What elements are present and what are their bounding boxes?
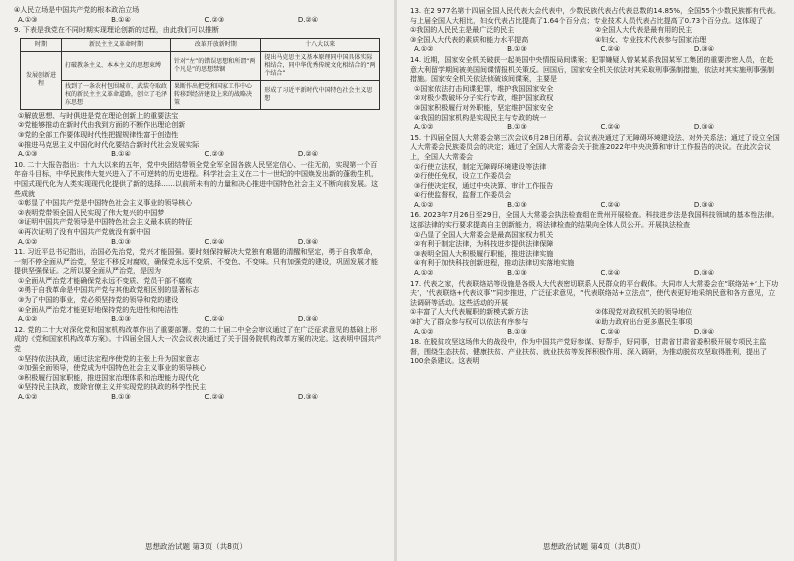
question-18 <box>410 338 780 367</box>
question-stem: 13. 在2 977名第十四届全国人民代表大会代表中，少数民族代表占代表总数的14.85%，全国55个少数民族都有代表。与上届全国人大相比，妇女代表占比提高了1.64个百分点；专业技术人员代表占比提高了0.73个百分点。这体现了 <box>410 7 780 25</box>
answer-c: C.②③ <box>204 150 225 159</box>
answer-b: B.①③ <box>507 327 527 336</box>
option: ③表明全国人大积极履行职能，推进法律实施 <box>414 249 554 258</box>
question-9 <box>14 26 382 160</box>
question-stem: 10. 二十大报告指出：十九大以来的五年，党中央团结带领全党全军全国各族人民坚定信心、一往无前，实现第一个百年奋斗目标，中华民族伟大复兴进入了不可逆转的历史进程。科学社会主义在二十一世纪的中国焕发出新的蓬勃生机，中国式现代化为人类实现现代化提供了新的选择……以前所未有的力量和决心推进中国特色社会主义不断向前发展。这些成就 <box>14 160 378 198</box>
option: ②有利于制定法律，为科技进步提供法律保障 <box>414 240 554 249</box>
answer-c: C.②④ <box>600 45 621 54</box>
answer-d: D.③④ <box>693 327 714 336</box>
answer-a: A.①② <box>18 393 38 401</box>
option: ③党的全部工作要体现时代性把握规律性富于创造性 <box>18 130 179 139</box>
answer-d: D.③④ <box>693 269 714 278</box>
question-10 <box>14 161 382 247</box>
option: ④再次证明了没有中国共产党就没有新中国 <box>18 227 151 236</box>
answer-row <box>14 16 318 26</box>
answer-row <box>410 328 714 338</box>
option: ②党能够推动在新时代由我到方面的不断作出理论创新 <box>18 121 186 130</box>
table-cell: 打破教条主义、本本主义的思想束缚 <box>62 51 171 80</box>
option: ①丰富了人大代表履职的新模式新方法 <box>410 308 529 317</box>
table-cell: 提出马克思主义基本原理同中国具体实际相结合，同中华优秀传统文化相结合的“两个结合” <box>261 51 380 80</box>
answer-b: B.①③ <box>507 123 527 132</box>
answer-a: A.①② <box>414 269 434 278</box>
question-13 <box>410 7 780 55</box>
question-stem: 16. 2023年7月26日至29日，全国人大常委会执法检查组在贵州开展检查。科技进步法是我国科技领域的基本性法律。这部法律的实行要求提高自主创新能力，将法律检查的结果向全体人员公开。开展执法检查 <box>410 211 779 230</box>
answer-c: C.②④ <box>600 123 621 132</box>
answer-c: C.②④ <box>204 393 225 401</box>
answer-c: C.②④ <box>600 327 621 336</box>
option: ④推进马克思主义中国化时代化要结合新时代社会发展实际 <box>18 140 200 149</box>
answer-a: A.①② <box>414 327 434 336</box>
table-header: 时期 <box>21 38 62 51</box>
answer-row <box>14 150 318 160</box>
page-4 <box>398 0 790 561</box>
answer-b: B.①③ <box>507 269 527 278</box>
answer-row <box>410 269 714 279</box>
option: ②表明党带领全国人民实现了伟大复兴的中国梦 <box>18 208 165 217</box>
answer-b: B.①④ <box>111 150 131 159</box>
table-header: 十八大以来 <box>261 38 380 51</box>
question-16 <box>410 211 780 278</box>
answer-b: B.①③ <box>507 200 527 209</box>
answer-b: B.①③ <box>507 45 527 54</box>
question-stem: 17. 代表之家，代表联络站等设施是各级人大代表密切联系人民群众的平台载体。大同市人大常委会在“联络站+‘上下功夫’，‘代表联络+代表议事’”同步推进，广泛征求意见，“代表联络站+立法点”，使代表更好地采纳民意和各方意见，立法调研等活动。这些活动的开展 <box>410 279 779 307</box>
option: ②行使任免权，设立工作委员会 <box>414 172 512 181</box>
option: ①行使立法权，制定无障碍环境建设等法律 <box>414 162 547 171</box>
answer-a: A.①② <box>18 237 38 246</box>
question-15 <box>410 134 780 211</box>
option: ③国家积极履行对外职能，坚定维护国家安全 <box>414 103 554 112</box>
option: ④有利于加快科技创新进程，推动法律切实落地实施 <box>414 259 575 268</box>
answer-row <box>14 315 318 325</box>
answer-a: A.①② <box>414 123 434 132</box>
answer-d: D.③④ <box>693 45 714 54</box>
option: ④全面从严治党才能更好地保持党的先进性和纯洁性 <box>18 305 179 314</box>
option-row <box>410 36 780 46</box>
page-footer: 思想政治试题 第4页（共8页） <box>543 542 645 552</box>
answer-d: D.③④ <box>297 237 318 246</box>
option: ③为了中国的事业，党必须坚持党的领导和党的建设 <box>18 296 179 305</box>
answer-a: A.①② <box>18 315 38 324</box>
question-stem: 12. 党的二十大对深化党和国家机构改革作出了重要部署。党的二十届二中全会审议通过了在广泛征求意见的基础上形成的《党和国家机构改革方案》。十四届全国人大一次会议表决通过了关于国务院机构改革方案的决定。这表明中国共产党 <box>14 325 382 354</box>
question-12 <box>14 326 382 403</box>
answer-a: A.①③ <box>18 15 38 24</box>
option: ②全国人大代表是最有用的民主 <box>595 26 693 35</box>
table-cell: 针对“左”的错误思想和所谓“两个凡是”的思想禁锢 <box>171 51 261 80</box>
answer-row <box>14 393 318 403</box>
option: ①我国的人民民主是最广泛的民主 <box>410 26 515 35</box>
option: ④妇女、专业技术代表参与国家治理 <box>595 35 707 44</box>
answer-c: C.②③ <box>204 15 225 24</box>
answer-d: D.③④ <box>693 123 714 132</box>
question-stem: 14. 近期，国家安全机关破获一起美国中央情报局间谍案；犯罪嫌疑人曾某某系我国某军工集团的重要涉密人员，在赴意大利留学期间被美国间谍情报机关策反。回国后，国家安全机关依法对其采取刑事强制措施，依法对其实施刑事强制措施。国家安全机关依法侦破该间谍案，主要是 <box>410 55 774 84</box>
answer-d: D.③④ <box>693 200 714 209</box>
option: ②对极少数破坏分子实行专政，维护国家政权 <box>414 94 554 103</box>
answer-d: D.③④ <box>297 315 318 324</box>
option: ①彰显了中国共产党是中国特色社会主义事业的领导核心 <box>18 199 193 208</box>
answer-row <box>14 238 318 248</box>
question-9-table <box>20 38 380 110</box>
answer-row <box>410 201 714 211</box>
question-stem: 15. 十四届全国人大常委会第三次会议6月28日闭幕。会议表决通过了无障碍环境建设法、对外关系法；通过了设立全国人大常委会民族委员会的决定；通过了全国人大常委会关于批准2022年中央决算和审计工作报告的决议。在此次会议上，全国人大常委会 <box>410 133 780 161</box>
page-footer: 思想政治试题 第3页（共8页） <box>145 542 247 552</box>
answer-d: D.③④ <box>297 393 318 401</box>
carryover-option: ④人民立场是中国共产党的根本政治立场 <box>14 6 140 14</box>
option: ②体现党对政权机关的领导地位 <box>595 308 693 317</box>
option: ③积极履行国家职能，推进国家治理体系和治理能力现代化 <box>18 373 200 382</box>
option: ①全面从严治党才能确保党永远不变质、党员干部不腐败 <box>18 276 193 285</box>
page-gutter <box>394 0 397 561</box>
answer-a: A.①③ <box>18 150 38 159</box>
answer-a: A.①② <box>414 45 434 54</box>
answer-row <box>410 123 714 133</box>
answer-b: B.①③ <box>111 393 131 401</box>
answer-b: B.①④ <box>111 15 131 24</box>
answer-c: C.②④ <box>204 315 225 324</box>
option: ④坚持民主执政，废除官僚主义并实现党的执政的科学性民主 <box>18 383 207 392</box>
answer-b: B.①③ <box>111 315 131 324</box>
question-14 <box>410 56 780 133</box>
option: ③行使决定权，通过中央决算、审计工作报告 <box>414 181 554 190</box>
answer-d: D.②④ <box>297 15 318 24</box>
option: ①解放思想、与时俱进是党在理论创新上的重要法宝 <box>18 111 179 120</box>
option: ②勇于自我革命是中国共产党与其他政党相区别的显著标志 <box>18 286 200 295</box>
option: ③全国人大代表的素质和能力水平提高 <box>410 35 529 44</box>
answer-c: C.②④ <box>600 200 621 209</box>
answer-d: D.②④ <box>297 150 318 159</box>
question-stem: 11. 习近平总书记指出，治国必先治党，党兴才能国强。要时刻保持解决大党独有难题的清醒和坚定，勇于自我革命，一刻不停全面从严治党，坚定不移反对腐败，确保党永远不变质、不变色、不变味。只有加强党的建设，巩固发展才能提供坚强保证。之所以要全面从严治党，是因为 <box>14 248 378 276</box>
option: ④我国的国家机构是实现民主与专政的统一 <box>414 113 547 122</box>
option-row <box>410 318 780 328</box>
table-row-header: 发展创新进程 <box>21 51 62 109</box>
option: ④助力政府出台更多惠民生事项 <box>595 318 693 326</box>
question-stem: 18. 在脱贫攻坚这场伟大的战役中，作为中国共产党好参谋、好帮手，好同事，甘肃省甘肃省委积极开展专项民主监督，围绕生态扶贫、健康扶贫、产业扶贫、就业扶贫等发挥积极作用、深入调研，为推动脱贫攻坚取得胜利，提出了100余条建议。这表明 <box>410 338 767 366</box>
answer-row <box>410 45 714 55</box>
option: ③证明中国共产党领导是中国特色社会主义最本质的特征 <box>18 218 193 227</box>
option: ③扩大了群众参与权可以依法有序参与 <box>410 318 529 326</box>
answer-c: C.②④ <box>204 237 225 246</box>
page-3 <box>0 0 392 561</box>
option: ①国家依法打击间谍犯罪，维护我国国家安全 <box>414 84 554 93</box>
table-header: 改革开放新时期 <box>171 38 261 51</box>
option: ②加强全面领导，使党成为中国特色社会主义事业的领导核心 <box>18 364 207 373</box>
answer-c: C.②④ <box>600 269 621 278</box>
option: ①坚持依法执政，通过法定程序使党的主张上升为国家意志 <box>18 354 200 363</box>
question-stem: 9. 下表是我党在不同时期实现理论创新的过程，由此我们可以推断 <box>14 26 219 35</box>
option: ①凸显了全国人大常委会是最高国家权力机关 <box>414 230 554 239</box>
option-row <box>410 26 780 36</box>
answer-b: B.①③ <box>111 237 131 246</box>
question-17 <box>410 280 780 338</box>
table-cell: 果断作出把党和国家工作中心转移到经济建设上来的战略决策 <box>171 80 261 109</box>
question-11 <box>14 248 382 325</box>
table-header: 新民主主义革命时期 <box>62 38 171 51</box>
option-row <box>410 308 780 318</box>
table-cell: 形成了习近平新时代中国特色社会主义思想 <box>261 80 380 109</box>
answer-a: A.①② <box>414 200 434 209</box>
table-cell: 找到了一条农村包围城市、武装夺取政权的新民主主义革命道路，创立了毛泽东思想 <box>62 80 171 109</box>
option: ④行使监督权，监督工作委员会 <box>414 191 512 200</box>
